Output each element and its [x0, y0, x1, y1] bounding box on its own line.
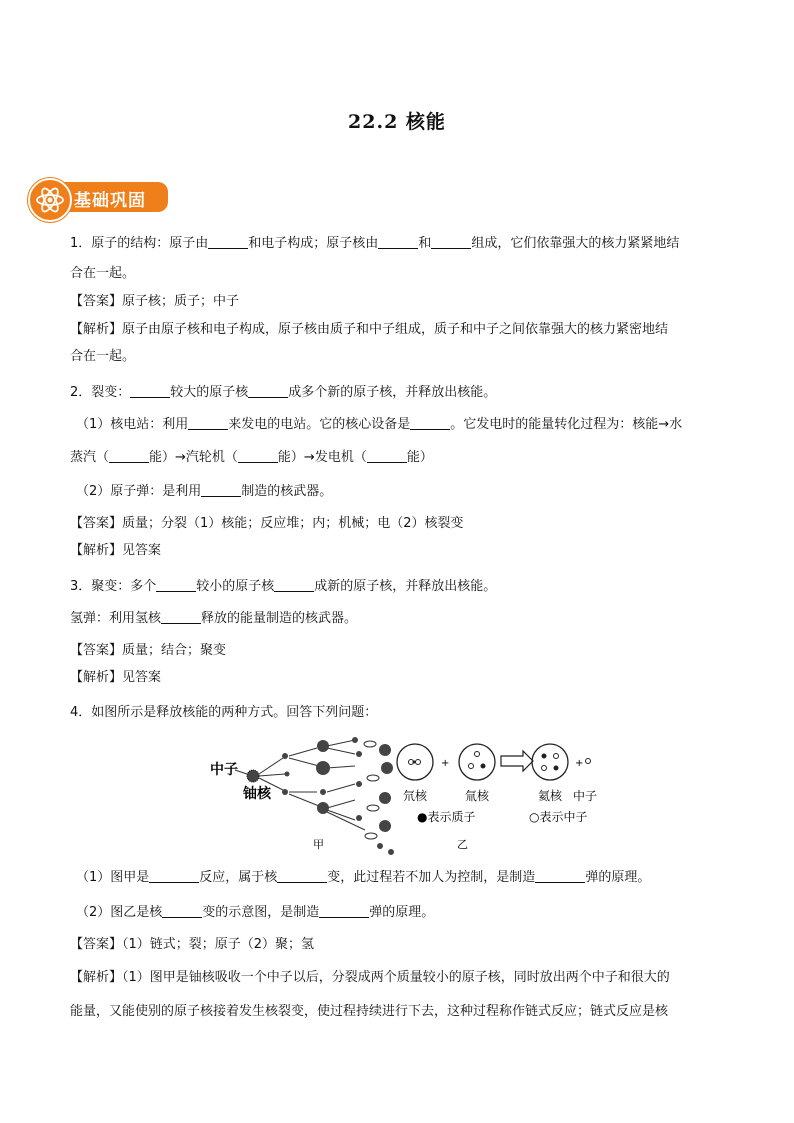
question-1 — [70, 232, 679, 251]
q2-p2-text-a: （2）原子弹：是利用 — [76, 484, 202, 499]
page-title: 22.2 核能 — [348, 111, 446, 133]
answer-blank[interactable] — [149, 869, 199, 883]
nuclear-figure — [205, 728, 605, 856]
answer-blank[interactable] — [238, 449, 278, 463]
q3-text-b: 较小的原子核 — [196, 579, 275, 594]
answer-blank[interactable] — [367, 449, 407, 463]
answer-blank[interactable] — [319, 904, 369, 918]
answer-blank[interactable] — [109, 449, 149, 463]
answer-blank[interactable] — [274, 578, 314, 592]
q3-text-a: 3．聚变：多个 — [70, 579, 157, 594]
q2-text-a: 2．裂变： — [70, 385, 131, 400]
q4-p2-text-a: （2）图乙是核 — [76, 905, 163, 920]
neutron-key: ○表示中子 — [529, 810, 588, 824]
q2-p1-text-c: 。它发电时的能量转化过程为：核能→水 — [450, 417, 683, 432]
q1-answer: 【答案】原子核；质子；中子 — [70, 294, 240, 309]
answer-blank[interactable] — [277, 869, 327, 883]
q4-p1-text-c: 变，此过程若不加人为控制，是制造 — [327, 870, 536, 885]
answer-blank[interactable] — [162, 904, 202, 918]
section-title: 基础巩固 — [74, 191, 146, 211]
q4-answer: 【答案】（1）链式；裂；原子（2）聚；氢 — [70, 937, 315, 952]
uranium-label: 铀核 — [243, 786, 271, 802]
chain-reaction-diagram — [210, 737, 394, 855]
answer-blank[interactable] — [156, 578, 196, 592]
q4-p1-text-b: 反应，属于核 — [199, 870, 278, 885]
tritium-label: 氚核 — [465, 789, 490, 803]
q2-p1c-text-a: 蒸汽（ — [70, 450, 110, 465]
q2-part-1-cont — [70, 446, 433, 465]
q2-analysis: 【解析】见答案 — [70, 543, 162, 558]
question-2 — [70, 381, 496, 400]
q2-p1c-text-c: 能）→发电机（ — [277, 450, 367, 465]
atom-icon — [28, 178, 72, 222]
deuterium-label: 氘核 — [403, 789, 428, 803]
q4-p1-text-d: 弹的原理。 — [585, 870, 651, 885]
section-badge — [28, 178, 170, 218]
answer-blank[interactable] — [201, 483, 241, 497]
answer-blank[interactable] — [208, 235, 248, 249]
q2-p1-text-b: 来发电的电站。它的核心设备是 — [228, 417, 411, 432]
neutron-label-2: 中子 — [573, 789, 598, 803]
question-4: 4．如图所示是释放核能的两种方式。回答下列问题： — [70, 705, 378, 720]
arrow-icon — [501, 751, 533, 771]
answer-blank[interactable] — [378, 235, 418, 249]
answer-blank[interactable] — [130, 384, 170, 398]
q4-analysis-2: 能量，又能使别的原子核接着发生核裂变，使过程持续进行下去，这种过程称作链式反应；链式反应是核 — [70, 1004, 669, 1019]
q1-line-2: 合在一起。 — [70, 266, 136, 281]
q3-hb-text-a: 氢弹：利用氢核 — [70, 611, 162, 626]
q1-text-d: 组成，它们依靠强大的核力紧紧地结 — [471, 236, 680, 251]
q3-hb-text-b: 释放的能量制造的核武器。 — [201, 611, 358, 626]
label-b: 乙 — [457, 838, 468, 851]
q1-text-a: 1．原子的结构：原子由 — [70, 236, 209, 251]
q4-part-2 — [76, 901, 434, 920]
answer-blank[interactable] — [535, 869, 585, 883]
q2-p1-text-a: （1）核电站：利用 — [76, 417, 189, 432]
q4-analysis-1: 【解析】（1）图甲是铀核吸收一个中子以后，分裂成两个质量较小的原子核，同时放出两个中子和很大的 — [70, 970, 670, 985]
q2-p1c-text-b: 能）→汽轮机（ — [149, 450, 238, 465]
question-3 — [70, 575, 496, 594]
proton-key: ●表示质子 — [417, 810, 476, 824]
q2-text-b: 较大的原子核 — [170, 385, 249, 400]
q1-text-b: 和电子构成；原子核由 — [248, 236, 379, 251]
q3-analysis: 【解析】见答案 — [70, 670, 162, 685]
q4-p2-text-b: 变的示意图，是制造 — [202, 905, 320, 920]
q4-part-1 — [76, 866, 650, 885]
label-a: 甲 — [313, 838, 324, 851]
q3-answer: 【答案】质量；结合；聚变 — [70, 643, 227, 658]
answer-blank[interactable] — [161, 610, 201, 624]
q4-p1-text-a: （1）图甲是 — [76, 870, 150, 885]
neutron-label: 中子 — [210, 762, 238, 778]
q1-analysis-1: 【解析】原子由原子核和电子构成，原子核由质子和中子组成，质子和中子之间依靠强大的核力紧密地结 — [70, 322, 669, 337]
fusion-diagram — [397, 744, 597, 851]
q2-answer: 【答案】质量；分裂（1）核能；反应堆；内；机械；电（2）核裂变 — [70, 516, 464, 531]
q3-text-c: 成新的原子核，并释放出核能。 — [314, 579, 497, 594]
q1-analysis-2: 合在一起。 — [70, 349, 136, 364]
svg-text:+: + — [441, 758, 450, 769]
q1-text-c: 和 — [418, 236, 432, 251]
answer-blank[interactable] — [410, 416, 450, 430]
q2-text-c: 成多个新的原子核，并释放出核能。 — [288, 385, 497, 400]
answer-blank[interactable] — [431, 235, 471, 249]
svg-text:+: + — [575, 758, 584, 769]
helium-label: 氦核 — [538, 789, 563, 803]
q3-hydrogen-bomb — [70, 607, 357, 626]
answer-blank[interactable] — [248, 384, 288, 398]
q2-p1c-text-d: 能） — [406, 450, 433, 465]
q2-part-1 — [76, 413, 682, 432]
answer-blank[interactable] — [188, 416, 228, 430]
q4-p2-text-c: 弹的原理。 — [369, 905, 435, 920]
q2-part-2 — [76, 480, 332, 499]
q2-p2-text-b: 制造的核武器。 — [241, 484, 333, 499]
